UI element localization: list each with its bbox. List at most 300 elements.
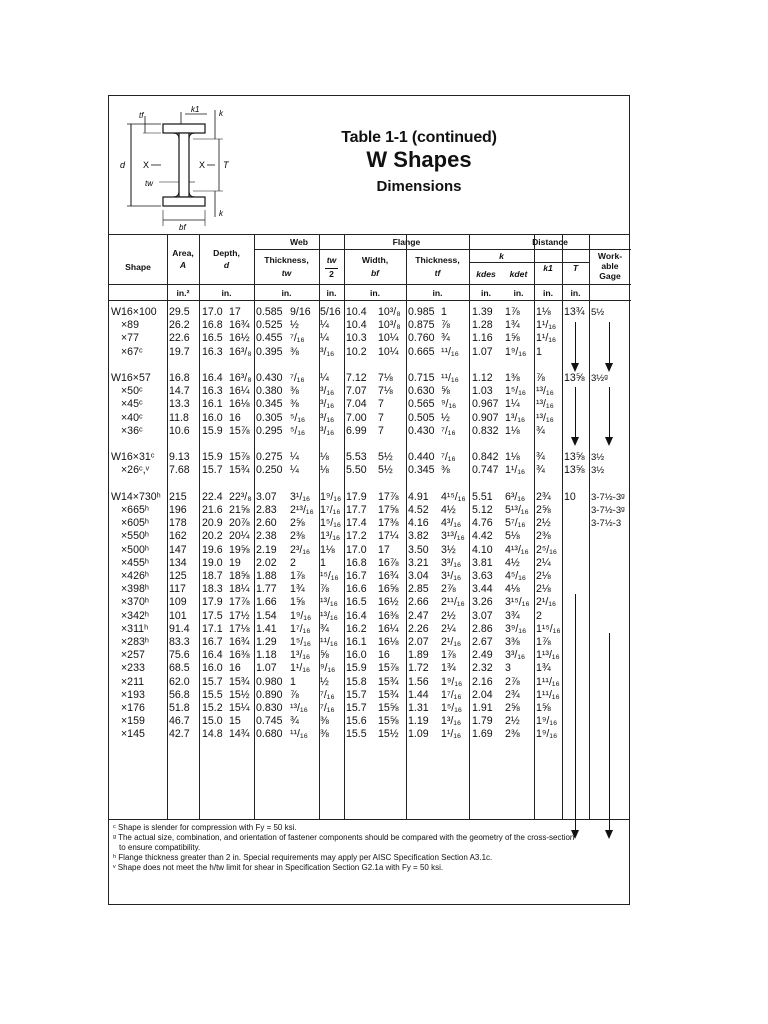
value-cell: 10.6 — [169, 424, 190, 437]
value-cell: 1⅛ — [505, 424, 520, 437]
value-cell: 1.03 — [472, 385, 493, 398]
value-cell: 15⅝ — [378, 702, 399, 714]
value-cell: 16⅜ — [378, 609, 399, 622]
value-cell: ½ — [441, 411, 450, 424]
value-cell: ¹¹/₁₆ — [441, 345, 459, 358]
table-row — [109, 702, 629, 715]
value-cell: 0.680 — [256, 728, 283, 741]
header-k1: k1 — [543, 263, 553, 273]
value-cell: 16.8 — [169, 372, 190, 384]
value-cell: 15.5 — [202, 688, 223, 701]
value-cell: 56.8 — [169, 688, 190, 701]
value-cell: 1⁵/₁₆ — [320, 517, 342, 530]
value-cell: 134 — [169, 556, 187, 569]
value-cell: ⅝ — [441, 385, 450, 398]
value-cell: ¹³/₁₆ — [320, 609, 338, 622]
value-cell: 2¼ — [536, 556, 551, 569]
value-cell: 3¾ — [505, 609, 520, 622]
value-cell: 15¼ — [229, 702, 250, 714]
w-shape-diagram-icon — [115, 102, 245, 230]
value-cell: 1³/₁₆ — [290, 649, 311, 662]
table-section: Dimensions — [376, 178, 462, 195]
shape-cell: ×455ʰ — [121, 556, 149, 569]
value-cell: 1⁵/₁₆ — [505, 385, 527, 398]
value-cell: 16⅛ — [229, 398, 250, 411]
value-cell: 5.53 — [346, 451, 367, 464]
value-cell: 51.8 — [169, 702, 190, 714]
diagram-label: k — [219, 209, 223, 218]
value-cell: 1.79 — [472, 715, 493, 728]
value-cell: 14¾ — [229, 728, 250, 741]
value-cell: 2⅛ — [536, 583, 551, 596]
shape-cell: W16×100 — [111, 306, 157, 318]
shape-cell: ×145 — [121, 728, 145, 741]
table-row — [109, 623, 629, 636]
diagram-label: X — [143, 160, 150, 170]
dimensions-table — [109, 234, 629, 819]
value-cell: 16.6 — [346, 583, 367, 596]
value-cell: ⅜ — [290, 345, 299, 358]
value-cell: 29.5 — [169, 306, 190, 318]
value-cell: ⅜ — [290, 398, 299, 411]
value-cell: 1.54 — [256, 609, 277, 622]
table-row — [109, 332, 629, 345]
value-cell: 17.9 — [202, 596, 223, 609]
unit-label: in. — [480, 288, 492, 298]
value-cell: ¹³/₁₆ — [536, 398, 554, 411]
table-row — [109, 610, 629, 623]
value-cell: 17.9 — [346, 490, 367, 503]
table-row — [109, 662, 629, 675]
value-cell: 16.3 — [202, 345, 223, 358]
value-cell: 3.81 — [472, 556, 493, 569]
value-cell: 2.86 — [472, 622, 493, 635]
footnote: ᵍ The actual size, combination, and orientation of fastener components should be compared with the geometry of the cross-section — [113, 833, 575, 842]
arrow-down-icon — [575, 322, 576, 365]
value-cell: 1¹⁵/₁₆ — [536, 622, 561, 635]
value-cell: 16.1 — [202, 398, 223, 411]
value-cell: 0.890 — [256, 688, 283, 701]
value-cell: 1⁹/₁₆ — [441, 675, 463, 688]
value-cell: 18⅝ — [229, 570, 250, 582]
value-cell: 17½ — [229, 609, 250, 622]
value-cell: 3.04 — [408, 570, 429, 582]
value-cell: 3½ — [591, 452, 605, 464]
value-cell: 16⅛ — [378, 636, 399, 648]
value-cell: 16.4 — [202, 372, 223, 384]
value-cell: 1¾ — [290, 583, 305, 596]
value-cell: 3½ — [441, 543, 456, 556]
value-cell: 1.39 — [472, 306, 493, 318]
value-cell: 16½ — [378, 596, 399, 609]
header-T: T — [572, 263, 579, 273]
value-cell: ⅜ — [320, 715, 329, 728]
value-cell: 22.6 — [169, 332, 190, 345]
table-row — [109, 425, 629, 438]
shape-cell: ×257 — [121, 649, 145, 662]
value-cell: 5⁷/₁₆ — [505, 517, 526, 530]
value-cell: 15.7 — [346, 702, 367, 714]
value-cell: 1.16 — [472, 332, 493, 345]
value-cell: 0.505 — [408, 411, 435, 424]
value-cell: 0.907 — [472, 411, 499, 424]
value-cell: ⅜ — [290, 385, 299, 398]
shape-cell: ×211 — [121, 675, 145, 688]
table-subtitle: W Shapes — [366, 147, 472, 172]
value-cell: 15½ — [229, 688, 250, 701]
value-cell: 1⁵/₁₆ — [290, 636, 312, 648]
table-row — [109, 583, 629, 596]
value-cell: 20⅞ — [229, 517, 250, 530]
value-cell: 7 — [378, 398, 384, 411]
value-cell: ⅜ — [441, 464, 450, 477]
value-cell: 16.3 — [202, 385, 223, 398]
value-cell: 16½ — [229, 332, 250, 345]
value-cell: 17.0 — [346, 543, 367, 556]
shape-cell: W16×57 — [111, 372, 151, 384]
value-cell: 1.19 — [408, 715, 429, 728]
value-cell: 1⅛ — [320, 543, 335, 556]
value-cell: 5.50 — [346, 464, 367, 477]
value-cell: 1⁵/₁₆ — [441, 702, 463, 714]
value-cell: 162 — [169, 530, 187, 543]
value-cell: 10 — [564, 490, 576, 503]
value-cell: 62.0 — [169, 675, 190, 688]
value-cell: 101 — [169, 609, 187, 622]
value-cell: 19⅝ — [229, 543, 250, 556]
value-cell: 3³/₁₆ — [505, 649, 526, 662]
shape-cell: ×311ʰ — [121, 622, 149, 635]
value-cell: 1⁹/₁₆ — [320, 490, 342, 503]
value-cell: 16.0 — [346, 649, 367, 662]
unit-label: in. — [542, 288, 554, 298]
unit-label: in. — [326, 288, 337, 298]
value-cell: 1³/₁₆ — [441, 715, 462, 728]
value-cell: ³/₁₆ — [320, 385, 335, 398]
value-cell: 17.0 — [202, 306, 223, 318]
value-cell: 1⁷/₁₆ — [441, 688, 462, 701]
value-cell: 20.9 — [202, 517, 223, 530]
value-cell: ⅞ — [320, 583, 329, 596]
value-cell: 3½ — [591, 465, 605, 477]
value-cell: 3 — [505, 662, 511, 675]
value-cell: 3³/₁₆ — [441, 556, 462, 569]
shape-cell: W14×730ʰ — [111, 490, 161, 503]
value-cell: 7.00 — [346, 411, 367, 424]
value-cell: 83.3 — [169, 636, 190, 648]
value-cell: 17⅜ — [378, 517, 399, 530]
value-cell: 1¾ — [536, 662, 551, 675]
value-cell: 7.07 — [346, 385, 367, 398]
value-cell: 1⅞ — [290, 570, 305, 582]
value-cell: 2³/₁₆ — [290, 543, 311, 556]
value-cell: 17⅝ — [378, 504, 399, 516]
value-cell: 4¹³/₁₆ — [505, 543, 529, 556]
value-cell: ⁵/₁₆ — [290, 424, 306, 437]
value-cell: 1¹¹/₁₆ — [536, 688, 560, 701]
value-cell: 3.21 — [408, 556, 429, 569]
value-cell: 1.18 — [256, 649, 277, 662]
value-cell: ¹¹/₁₆ — [290, 728, 308, 741]
table-row — [109, 557, 629, 570]
value-cell: 0.430 — [256, 372, 283, 384]
value-cell: 4.52 — [408, 504, 429, 516]
value-cell: ⁷/₁₆ — [320, 702, 335, 714]
value-cell: ¹¹/₁₆ — [320, 636, 338, 648]
value-cell: 3⅜ — [505, 636, 520, 648]
value-cell: 1.91 — [472, 702, 493, 714]
table-title: Table 1-1 (continued) — [341, 129, 497, 146]
header-gage-2: able — [601, 261, 619, 271]
table-row — [109, 346, 629, 359]
value-cell: 14.8 — [202, 728, 223, 741]
value-cell: 42.7 — [169, 728, 190, 741]
value-cell: 2½ — [441, 609, 456, 622]
table-row — [109, 451, 629, 464]
value-cell: 1³/₁₆ — [505, 411, 526, 424]
header-area: Area, — [172, 248, 194, 258]
value-cell: 16.8 — [346, 556, 367, 569]
value-cell: 0.345 — [408, 464, 435, 477]
arrow-down-icon — [571, 437, 579, 446]
value-cell: 2½ — [536, 517, 551, 530]
value-cell: 0.745 — [256, 715, 283, 728]
value-cell: 10¼ — [378, 332, 399, 345]
value-cell: 117 — [169, 583, 186, 596]
value-cell: 0.665 — [408, 345, 435, 358]
value-cell: 3⁹/₁₆ — [505, 622, 527, 635]
value-cell: 2.60 — [256, 517, 277, 530]
value-cell: 7⅛ — [378, 385, 393, 398]
value-cell: 0.830 — [256, 702, 283, 714]
header-kdet: kdet — [509, 269, 528, 279]
value-cell: 3-7½-3ᵍ — [591, 505, 625, 516]
value-cell: ¹³/₁₆ — [536, 385, 554, 398]
arrow-down-icon — [609, 322, 610, 365]
value-cell: ⁷/₁₆ — [320, 688, 335, 701]
value-cell: 2½ — [505, 715, 520, 728]
value-cell: ⅞ — [536, 372, 545, 384]
value-cell: 0.345 — [256, 398, 283, 411]
shape-cell: ×342ʰ — [121, 609, 149, 622]
value-cell: 16¾ — [229, 636, 250, 648]
value-cell: ¾ — [536, 451, 545, 464]
value-cell: 1⁹/₁₆ — [536, 715, 558, 728]
value-cell: 16.7 — [202, 636, 223, 648]
value-cell: 2⅜ — [290, 530, 305, 543]
header-distance: Distance — [532, 237, 568, 247]
value-cell: 1¹¹/₁₆ — [536, 675, 560, 688]
value-cell: 10¼ — [378, 345, 399, 358]
value-cell: 3-7½-3 — [591, 518, 622, 530]
value-cell: 16.4 — [346, 609, 367, 622]
footnote: ᶜ Shape is slender for compression with Fy = 50 ksi. — [113, 823, 297, 832]
shape-cell: ×26ᶜ,ᵛ — [121, 464, 150, 477]
value-cell: 1 — [320, 556, 326, 569]
value-cell: ⁹/₁₆ — [441, 398, 457, 411]
value-cell: 1¹³/₁₆ — [536, 649, 560, 662]
header-flange-thickness-sym: tf — [434, 268, 441, 278]
value-cell: 1⅞ — [536, 636, 551, 648]
diagram-label: k1 — [191, 105, 200, 114]
value-cell: 5½ — [378, 451, 393, 464]
value-cell: 6³/₁₆ — [505, 490, 526, 503]
value-cell: 7.12 — [346, 372, 367, 384]
value-cell: 0.875 — [408, 319, 435, 332]
value-cell: 3.63 — [472, 570, 493, 582]
value-cell: 16 — [229, 662, 241, 675]
value-cell: 17⅞ — [378, 490, 399, 503]
value-cell: 5⅛ — [505, 530, 520, 543]
table-row — [109, 715, 629, 728]
value-cell: 0.380 — [256, 385, 283, 398]
table-header — [109, 96, 629, 235]
value-cell: 2.32 — [472, 662, 493, 675]
value-cell: 10.3 — [346, 332, 367, 345]
value-cell: 2¹³/₁₆ — [290, 504, 314, 516]
table-row — [109, 372, 629, 385]
header-gage-1: Work- — [597, 251, 623, 261]
value-cell: 1⅝ — [536, 702, 551, 714]
value-cell: 16.8 — [202, 319, 223, 332]
value-cell: 16 — [229, 411, 241, 424]
value-cell: 2.66 — [408, 596, 429, 609]
table-row — [109, 728, 629, 741]
footnote: to ensure compatibility. — [119, 843, 201, 852]
value-cell: 5/16 — [320, 306, 341, 318]
value-cell: ⅛ — [320, 464, 329, 477]
value-cell: 1⅝ — [290, 596, 305, 609]
value-cell: 3¹/₁₆ — [290, 490, 311, 503]
value-cell: 2⅜ — [536, 530, 551, 543]
shape-cell: ×426ʰ — [121, 570, 149, 582]
value-cell: 14.7 — [169, 385, 190, 398]
value-cell: 1⅞ — [505, 306, 520, 318]
header-web: Web — [290, 237, 308, 247]
shape-cell: ×77 — [121, 332, 139, 345]
value-cell: 5½ — [591, 307, 605, 318]
value-cell: 15½ — [378, 728, 399, 741]
value-cell: 5¹³/₁₆ — [505, 504, 529, 516]
value-cell: 10.2 — [346, 345, 367, 358]
value-cell: 13⅝ — [564, 372, 585, 384]
value-cell: 16.5 — [346, 596, 367, 609]
value-cell: 1¹/₁₆ — [536, 332, 557, 345]
value-cell: 4⅛ — [505, 583, 520, 596]
unit-label: in. — [570, 288, 581, 298]
header-depth: Depth, — [213, 248, 240, 258]
value-cell: 15¾ — [378, 688, 399, 701]
value-cell: 1⅝ — [505, 332, 520, 345]
unit-label: in. — [281, 288, 292, 298]
value-cell: 2.19 — [256, 543, 277, 556]
value-cell: 10³/₈ — [378, 306, 401, 318]
value-cell: 1.28 — [472, 319, 493, 332]
value-cell: 21⅝ — [229, 504, 250, 516]
header-area-sym: A — [179, 260, 187, 270]
value-cell: 1¹/₁₆ — [290, 662, 311, 675]
value-cell: 17.7 — [346, 504, 367, 516]
value-cell: 15.8 — [346, 675, 367, 688]
value-cell: 2.02 — [256, 556, 277, 569]
value-cell: 0.760 — [408, 332, 435, 345]
value-cell: 0.585 — [256, 306, 283, 318]
value-cell: 1⁷/₁₆ — [320, 504, 341, 516]
table-row — [109, 530, 629, 543]
value-cell: 3.07 — [256, 490, 277, 503]
value-cell: ¾ — [290, 715, 299, 728]
unit-label: in.² — [176, 288, 190, 298]
diagram-label: d — [120, 160, 126, 170]
table-row — [109, 438, 629, 451]
value-cell: ¼ — [320, 372, 329, 384]
value-cell: 15⅝ — [378, 715, 399, 728]
value-cell: 1⁹/₁₆ — [290, 609, 312, 622]
diagram-label: bf — [179, 223, 186, 230]
shape-cell: W16×31ᶜ — [111, 451, 155, 464]
value-cell: 2.16 — [472, 675, 493, 688]
value-cell: 4½ — [441, 504, 456, 516]
value-cell: 0.250 — [256, 464, 283, 477]
value-cell: 16³/₈ — [229, 372, 252, 384]
value-cell: 0.395 — [256, 345, 283, 358]
value-cell: 4.16 — [408, 517, 429, 530]
table-row — [109, 596, 629, 609]
value-cell: 2⅞ — [441, 583, 456, 596]
value-cell: 0.565 — [408, 398, 435, 411]
value-cell: 0.305 — [256, 411, 283, 424]
header-flange-width-sym: bf — [370, 268, 380, 278]
value-cell: 2⅝ — [505, 702, 520, 714]
shape-cell: ×370ʰ — [121, 596, 149, 609]
value-cell: 2⅝ — [290, 517, 305, 530]
value-cell: 1.88 — [256, 570, 277, 582]
value-cell: 2.38 — [256, 530, 277, 543]
value-cell: ³/₁₆ — [320, 398, 335, 411]
value-cell: 1.12 — [472, 372, 493, 384]
value-cell: 17.4 — [346, 517, 367, 530]
shape-cell: ×176 — [121, 702, 145, 714]
value-cell: 15.5 — [346, 728, 367, 741]
table-row — [109, 689, 629, 702]
value-cell: 2 — [290, 556, 296, 569]
value-cell: 2¾ — [536, 490, 551, 503]
value-cell: 16.0 — [202, 411, 223, 424]
value-cell: 3¹³/₁₆ — [441, 530, 465, 543]
value-cell: 4⁵/₁₆ — [505, 570, 527, 582]
value-cell: ¹¹/₁₆ — [441, 372, 459, 384]
value-cell: ¹³/₁₆ — [290, 702, 308, 714]
unit-label: in. — [221, 288, 232, 298]
value-cell: 16.2 — [346, 622, 367, 635]
value-cell: 15.7 — [346, 688, 367, 701]
shape-cell: ×40ᶜ — [121, 411, 143, 424]
value-cell: 4½ — [505, 556, 520, 569]
value-cell: 2¹/₁₆ — [441, 636, 462, 648]
value-cell: 9/16 — [290, 306, 311, 318]
shape-cell: ×398ʰ — [121, 583, 149, 596]
value-cell: 2¼ — [441, 622, 456, 635]
value-cell: 1.56 — [408, 675, 429, 688]
table-row — [109, 636, 629, 649]
diagram-label: tf — [139, 111, 144, 120]
header-gage-3: Gage — [599, 271, 621, 281]
value-cell: 3¹/₁₆ — [441, 570, 462, 582]
header-kdes: kdes — [476, 269, 496, 279]
shape-cell: ×36ᶜ — [121, 424, 143, 437]
value-cell: ⁹/₁₆ — [320, 662, 336, 675]
value-cell: 16.7 — [346, 570, 367, 582]
